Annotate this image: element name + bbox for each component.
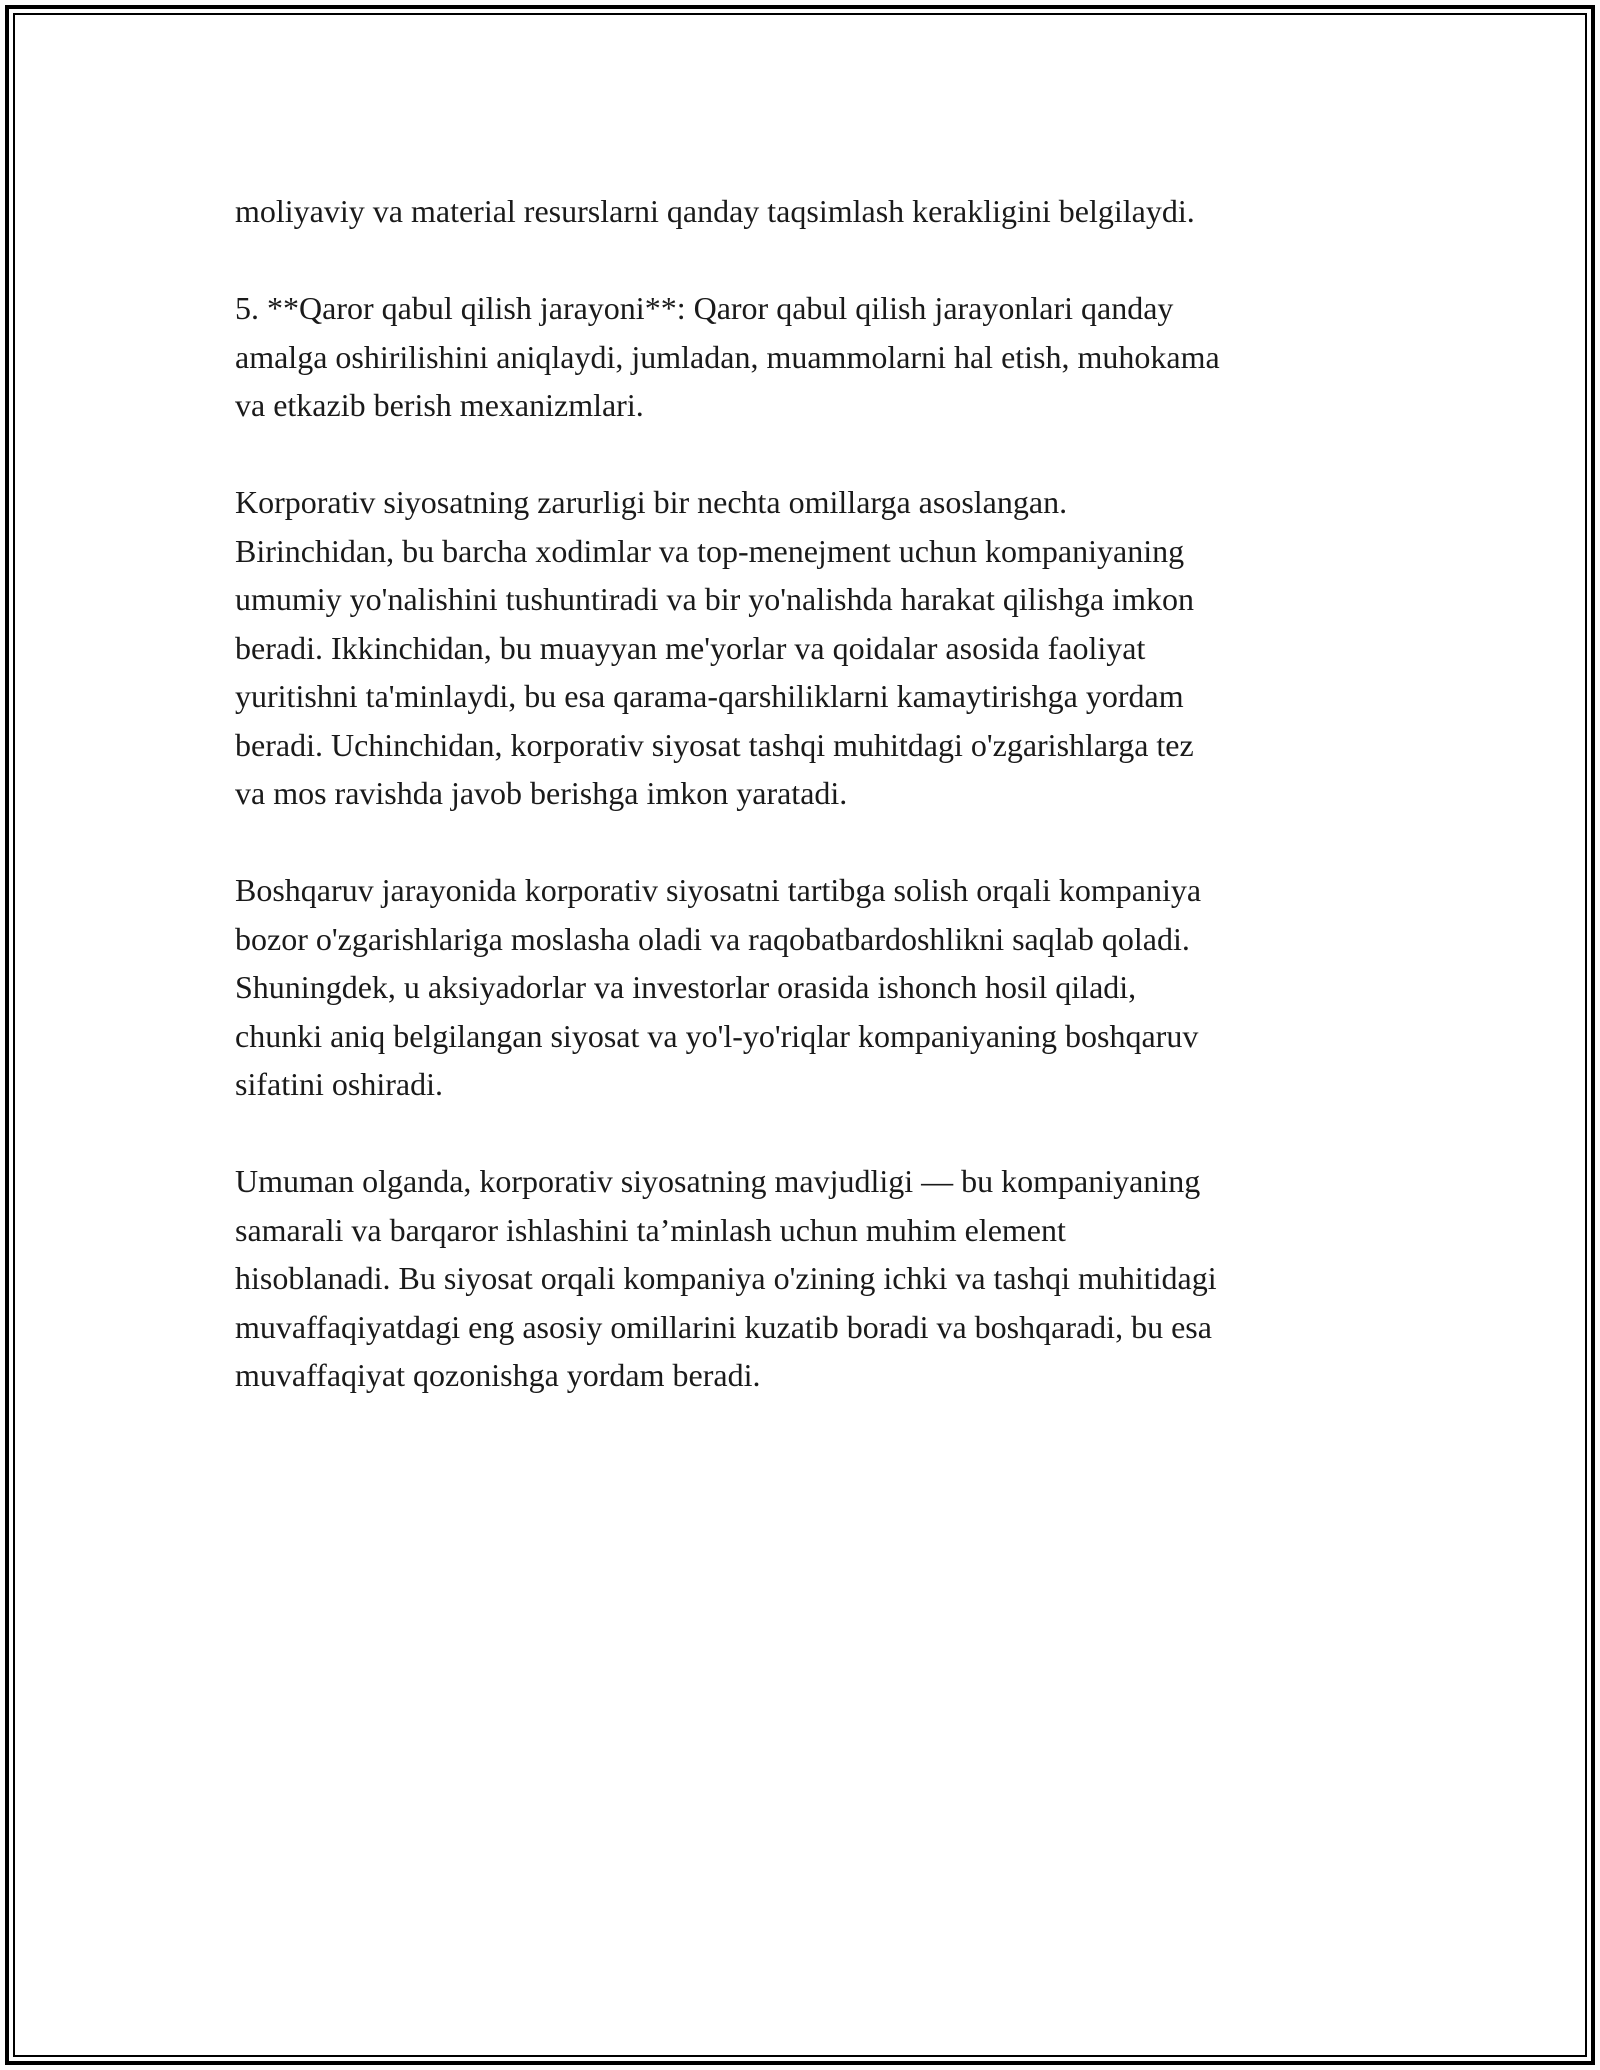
document-body (235, 187, 1375, 1448)
paragraph-decision-process: 5. **Qaror qabul qilish jarayoni**: Qaror qabul qilish jarayonlari qanday amalga oshirilishini aniqlaydi, jumladan, muammolarni hal etish, muhokama va etkazib berish mexanizmlari. (235, 290, 1220, 423)
paragraph-management-process: Boshqaruv jarayonida korporativ siyosatni tartibga solish orqali kompaniya bozor o'zgarishlariga moslasha oladi va raqobatbardoshlikni saqlab qoladi. Shuningdek, u aksiyadorlar va investorlar orasida ishonch hosil qiladi, chunki aniq belgilangan siyosat va yo'l-yo'riqlar kompaniyaning boshqaruv sifatini oshiradi. (235, 872, 1202, 1102)
paragraph-resources-continuation: moliyaviy va material resurslarni qanday taqsimlash kerakligini belgilaydi. (235, 193, 1195, 229)
paragraph-policy-necessity: Korporativ siyosatning zarurligi bir nechta omillarga asoslangan. Birinchidan, bu barcha xodimlar va top-menejment uchun kompaniyaning umumiy yo'nalishini tushuntiradi va bir yo'nalishda harakat qilishga imkon beradi. Ikkinchidan, bu muayyan me'yorlar va qoidalar asosida faoliyat yuritishni ta'minlaydi, bu esa qarama-qarshiliklarni kamaytirishga yordam beradi. Uchinchidan, korporativ siyosat tashqi muhitdagi o'zgarishlarga tez va mos ravishda javob berishga imkon yaratadi. (235, 484, 1194, 811)
paragraph-conclusion: Umuman olganda, korporativ siyosatning mavjudligi — bu kompaniyaning samarali va barqaror ishlashini ta’minlash uchun muhim element hisoblanadi. Bu siyosat orqali kompaniya o'zining ichki va tashqi muhitidagi muvaffaqiyatdagi eng asosiy omillarini kuzatib boradi va boshqaradi, bu esa muvaffaqiyat qozonishga yordam beradi. (235, 1163, 1217, 1393)
